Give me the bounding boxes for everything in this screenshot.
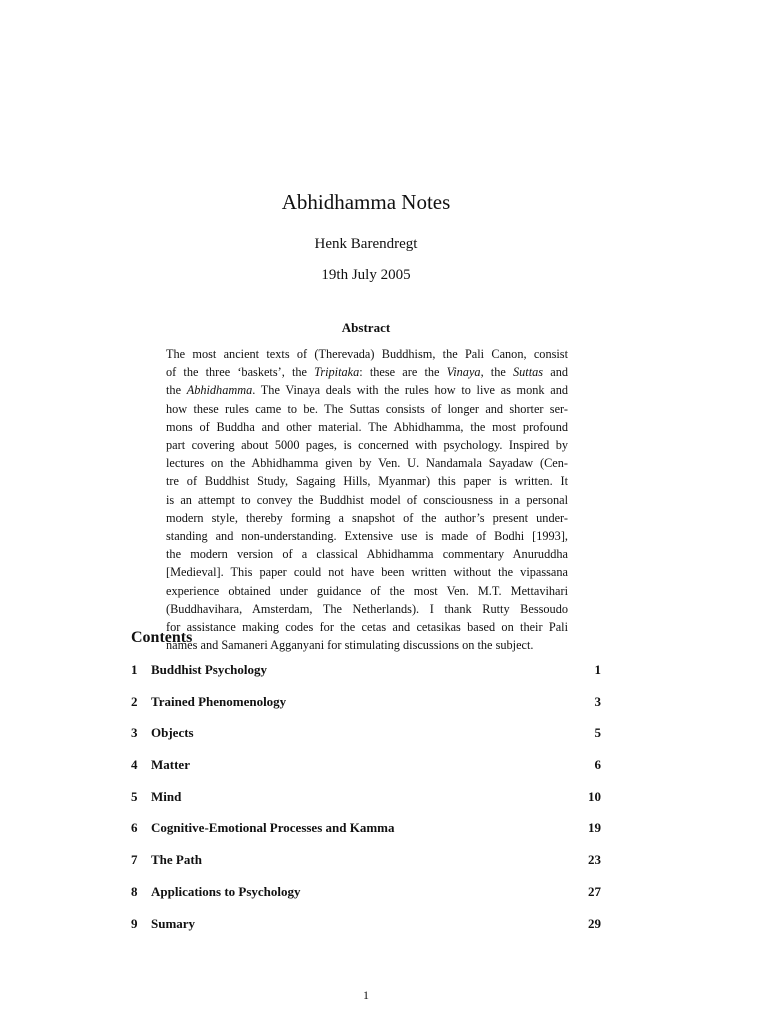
toc-section-title: Applications to Psychology [151, 883, 301, 899]
paper-date: 19th July 2005 [321, 267, 411, 283]
page-number: 1 [363, 988, 369, 1002]
abstract-line: for assistance making codes for the cetas and cetasikas based on their Pali [166, 620, 568, 635]
toc-page-number: 5 [594, 725, 601, 741]
abstract-line: mons of Buddha and other material. The Abhidhamma, the most profound [166, 419, 568, 434]
abstract-line: [Medieval]. This paper could not have been written without the vipassana [166, 565, 568, 580]
toc-page-number: 10 [588, 788, 601, 804]
toc-section-title: Buddhist Psychology [151, 662, 267, 677]
toc-entry[interactable] [131, 757, 601, 789]
toc-section-number: 4 [131, 757, 138, 773]
toc-entry[interactable] [131, 725, 601, 757]
paper-title: Abhidhamma Notes [281, 190, 451, 214]
toc-page-number: 19 [588, 820, 601, 836]
toc-page-number: 3 [594, 693, 601, 709]
author-name: Henk Barendregt [314, 236, 418, 252]
toc-section-number: 6 [131, 820, 138, 836]
toc-section-number: 9 [131, 915, 138, 931]
toc-entry[interactable] [131, 789, 601, 821]
toc-section-title: Cognitive-Emotional Processes and Kamma [151, 820, 395, 836]
toc-section-number: 7 [131, 852, 138, 868]
toc-entry[interactable] [131, 662, 601, 694]
toc-entry[interactable] [131, 884, 601, 916]
toc-section-title: Mind [151, 788, 182, 804]
abstract-body [166, 345, 568, 654]
toc-entry[interactable] [131, 852, 601, 884]
toc-page-number: 6 [594, 757, 601, 773]
abstract-line: of the three ‘baskets’, the Tripitaka: these are the Vinaya, the Suttas and [166, 365, 568, 380]
toc-section-number: 8 [131, 883, 138, 899]
toc-section-title: Objects [151, 725, 194, 741]
toc-section-title: Matter [151, 757, 190, 773]
toc-page-number: 27 [588, 883, 601, 899]
table-of-contents [131, 662, 601, 947]
toc-entry[interactable] [131, 694, 601, 726]
abstract-line: part covering about 5000 pages, is concerned with psychology. Inspired by [166, 438, 568, 453]
abstract-line: lectures on the Abhidhamma given by Ven. U. Nandamala Sayadaw (Cen- [166, 456, 568, 471]
abstract-line: names and Samaneri Agganyani for stimulating discussions on the subject. [166, 638, 534, 653]
toc-section-number: 1 [131, 662, 138, 677]
toc-page-number: 23 [588, 852, 601, 868]
toc-section-number: 3 [131, 725, 138, 741]
toc-section-number: 5 [131, 788, 138, 804]
abstract-line: tre of Buddhist Study, Sagaing Hills, Myanmar) this paper is written. It [166, 474, 568, 489]
toc-section-number: 2 [131, 693, 138, 709]
toc-section-title: Trained Phenomenology [151, 693, 287, 709]
toc-section-title: The Path [151, 852, 202, 868]
abstract-line: is an attempt to convey the Buddhist model of consciousness in a personal [166, 492, 568, 507]
toc-page-number: 1 [594, 662, 601, 677]
abstract-line: The most ancient texts of (Therevada) Buddhism, the Pali Canon, consist [166, 347, 568, 361]
toc-entry[interactable] [131, 820, 601, 852]
abstract-line: standing and non-understanding. Extensive use is made of Bodhi [1993], [166, 529, 568, 544]
toc-entry[interactable] [131, 916, 601, 948]
abstract-heading: Abstract [341, 320, 391, 335]
toc-section-title: Sumary [151, 915, 196, 931]
abstract-line: experience obtained under guidance of the most Ven. M.T. Mettavihari [166, 583, 568, 598]
contents-heading: Contents [131, 629, 193, 646]
abstract-line: the Abhidhamma. The Vinaya deals with the rules how to live as monk and [166, 383, 568, 398]
abstract-line: (Buddhavihara, Amsterdam, The Netherlands). I thank Rutty Bessoudo [166, 601, 568, 616]
abstract-line: the modern version of a classical Abhidhamma commentary Anuruddha [166, 547, 568, 562]
abstract-line: modern style, thereby forming a snapshot of the author’s present under- [166, 510, 568, 525]
abstract-line: how these rules came to be. The Suttas consists of longer and shorter ser- [166, 401, 568, 416]
toc-page-number: 29 [588, 915, 601, 931]
